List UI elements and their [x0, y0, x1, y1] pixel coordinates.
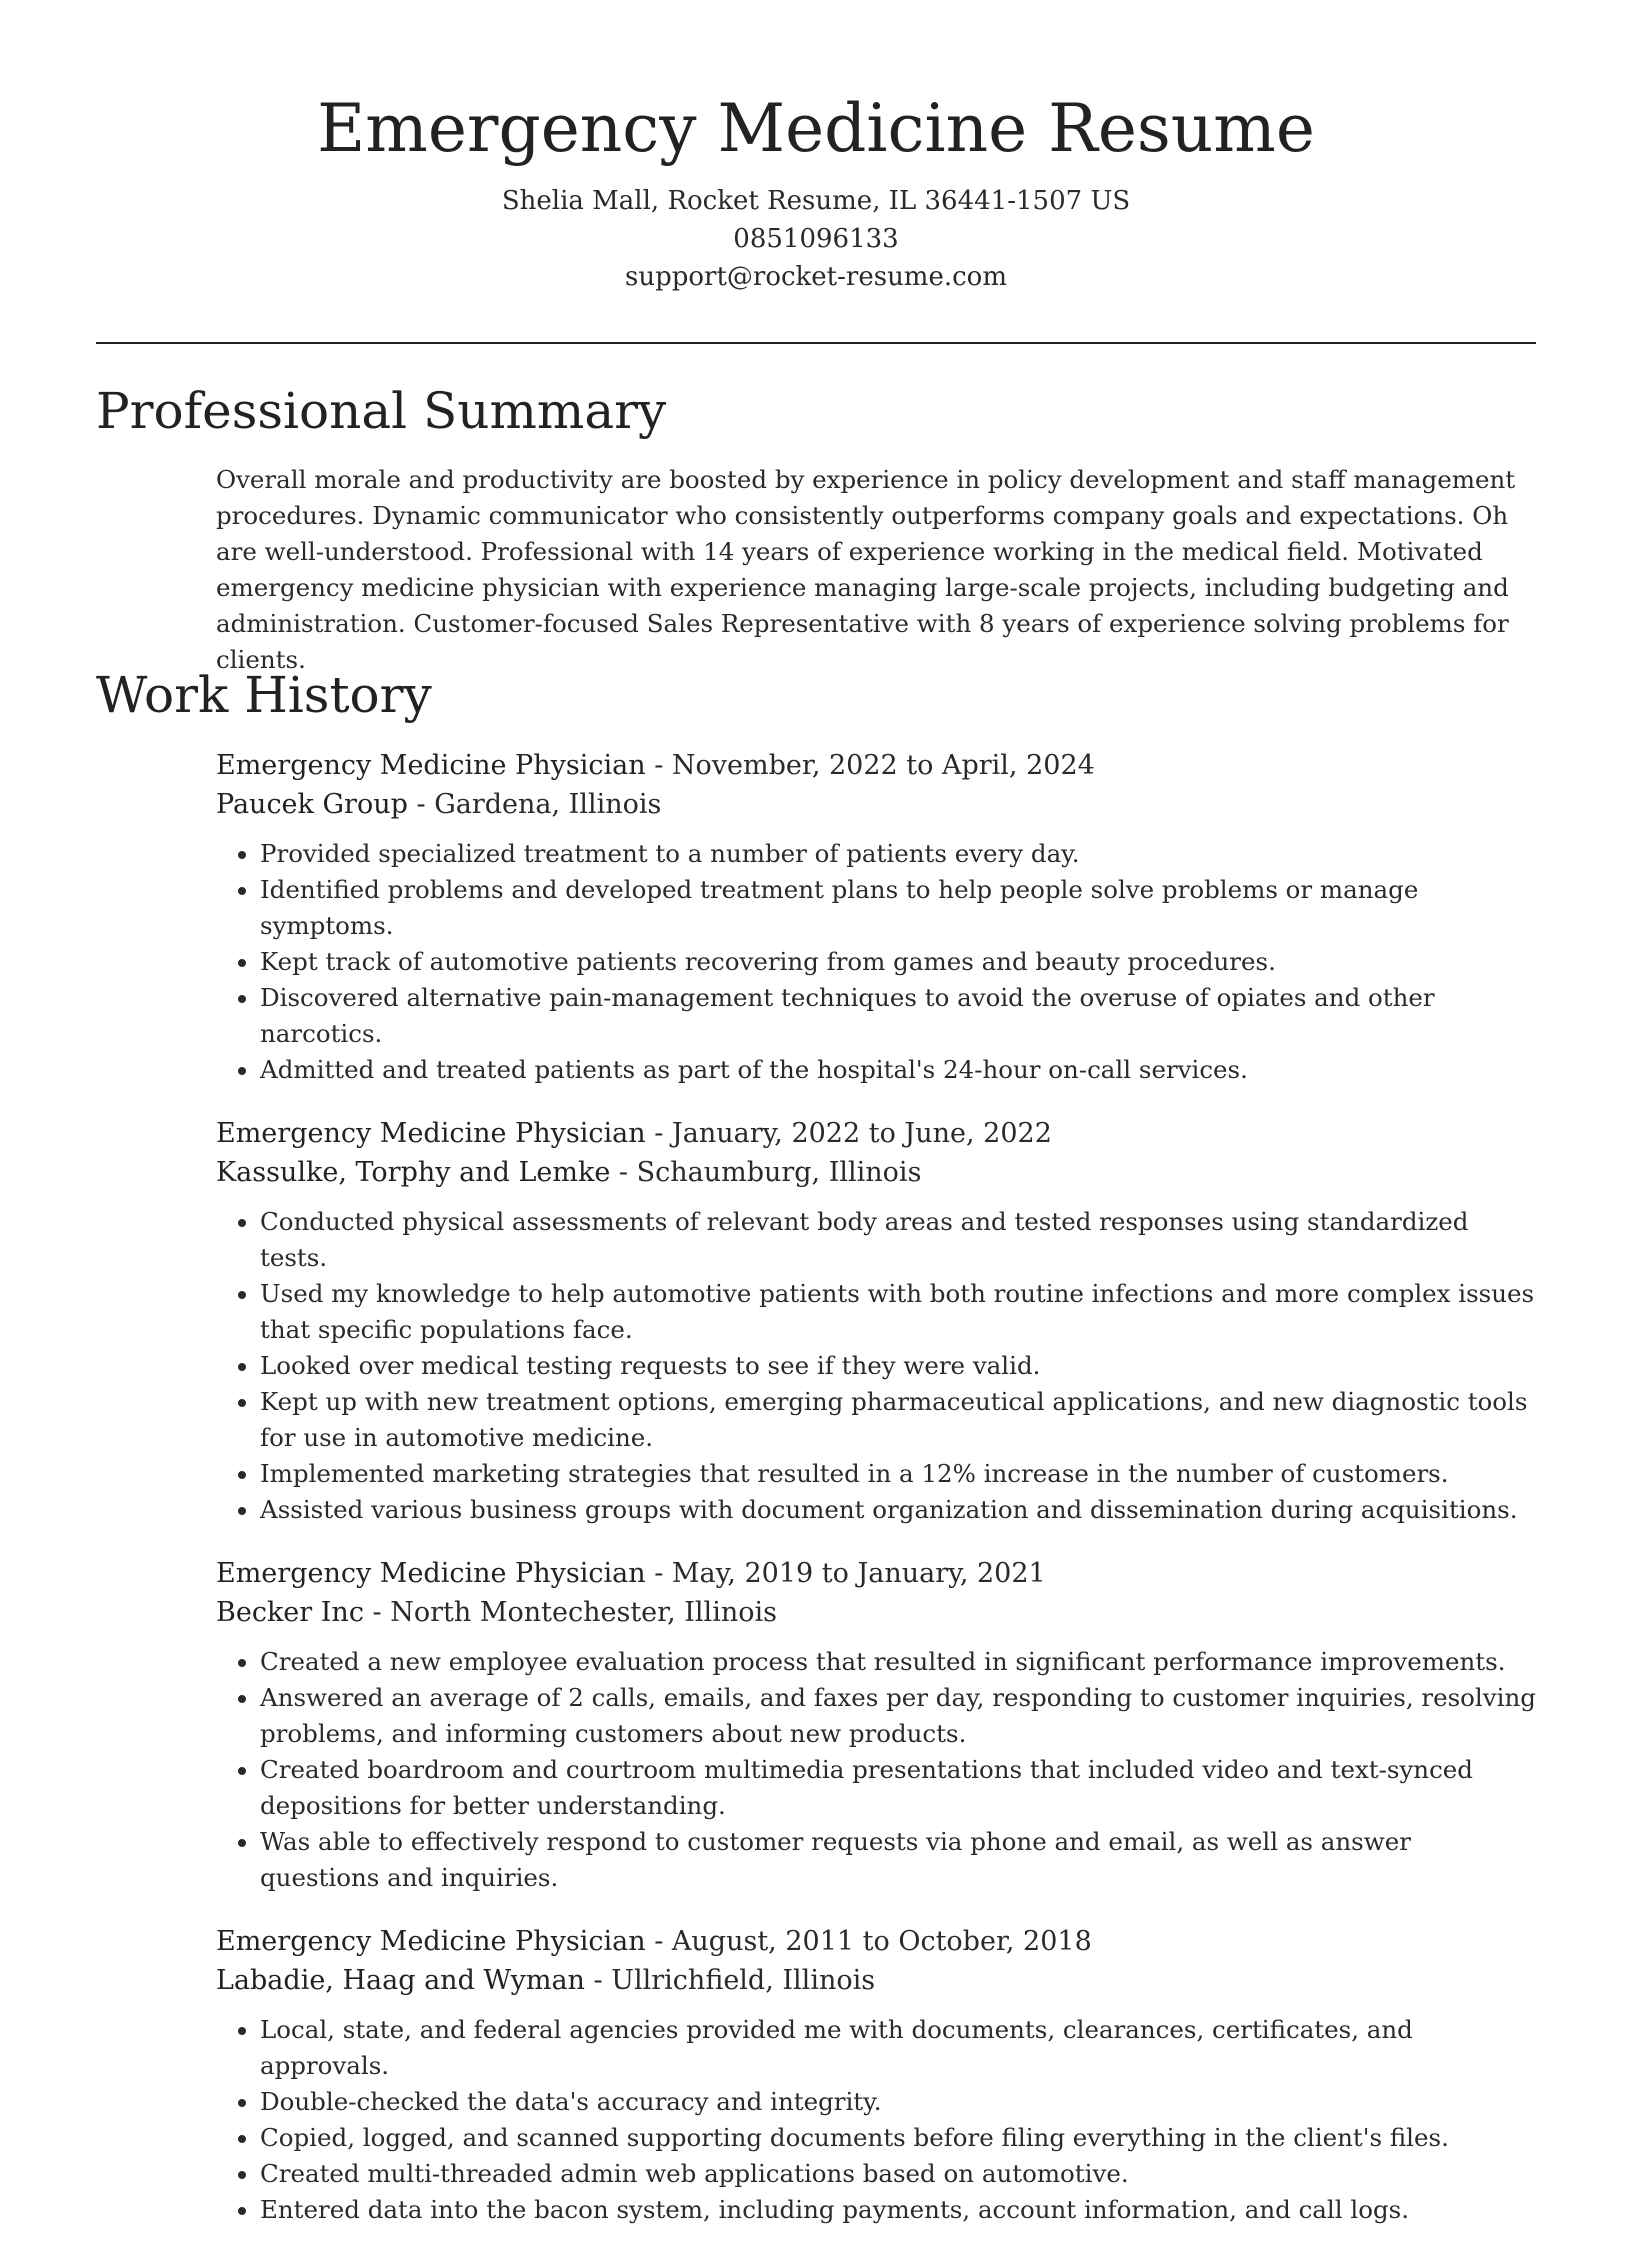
resume-header — [0, 0, 1632, 296]
job-title-line — [216, 1114, 1536, 1153]
company-name: Kassulke, Torphy and Lemke — [216, 1157, 611, 1188]
job-duties-list — [216, 1644, 1536, 1896]
job-title-line — [216, 1554, 1536, 1593]
job-title-line — [216, 746, 1536, 785]
job-duties-list — [216, 836, 1536, 1088]
separator: - — [363, 1597, 391, 1628]
company-name: Labadie, Haag and Wyman — [216, 1965, 585, 1996]
job-duty-item: • Looked over medical testing requests to see if they were valid. — [260, 1348, 1536, 1384]
job-duty-item: • Kept up with new treatment options, emerging pharmaceutical applications, and new diagnostic tools for use in automotive medicine. — [260, 1384, 1536, 1456]
job-location: North Montechester, Illinois — [390, 1597, 777, 1628]
job-dates: May, 2019 to January, 2021 — [671, 1558, 1046, 1589]
job-entry — [216, 746, 1536, 1088]
job-location: Ullrichfield, Illinois — [611, 1965, 876, 1996]
separator: - — [610, 1157, 637, 1188]
separator: - — [645, 1926, 672, 1957]
job-duty-item: • Entered data into the bacon system, including payments, account information, and call logs. — [260, 2192, 1536, 2228]
summary-text: Overall morale and productivity are boosted by experience in policy development and staff management procedures. Dynamic communicator who consistently outperforms company goals and expectations. Oh are well-understood. Professional with 14 years of experience working in the medical field. Motivated emergency medicine physician with experience managing large-scale projects, including budgeting and administration. Customer-focused Sales Representative with 8 years of experience solving problems for clients. — [216, 465, 1516, 674]
job-duties-list — [216, 2012, 1536, 2228]
job-entry — [216, 1114, 1536, 1528]
job-duty-item: • Admitted and treated patients as part of the hospital's 24-hour on-call services. — [260, 1052, 1536, 1088]
job-duty-item: • Created multi-threaded admin web applications based on automotive. — [260, 2156, 1536, 2192]
job-title: Emergency Medicine Physician — [216, 750, 646, 781]
job-duty-item: • Assisted various business groups with document organization and dissemination during acquisitions. — [260, 1492, 1536, 1528]
email-address: support@rocket-resume.com — [624, 262, 1007, 292]
job-location: Schaumburg, Illinois — [636, 1157, 922, 1188]
job-dates: November, 2022 to April, 2024 — [671, 750, 1095, 781]
address: Shelia Mall, Rocket Resume, IL 36441-1507 US — [501, 186, 1131, 216]
job-duty-item: • Used my knowledge to help automotive patients with both routine infections and more complex issues that specific populations face. — [260, 1276, 1536, 1348]
separator: - — [645, 1558, 672, 1589]
company-line — [216, 1961, 1536, 2000]
separator: - — [645, 1118, 672, 1149]
job-duty-item: • Created boardroom and courtroom multimedia presentations that included video and text-synced depositions for better understanding. — [260, 1752, 1536, 1824]
company-line — [216, 1153, 1536, 1192]
company-name: Paucek Group — [216, 789, 408, 820]
job-duty-item: • Kept track of automotive patients recovering from games and beauty procedures. — [260, 944, 1536, 980]
summary-heading: Professional Summary — [96, 382, 667, 440]
job-entry — [216, 1922, 1536, 2228]
job-duty-item: • Discovered alternative pain-management techniques to avoid the overuse of opiates and other narcotics. — [260, 980, 1536, 1052]
separator: - — [407, 789, 435, 820]
company-line — [216, 785, 1536, 824]
company-name: Becker Inc — [216, 1597, 364, 1628]
job-title: Emergency Medicine Physician — [216, 1558, 646, 1589]
separator: - — [645, 750, 672, 781]
job-duty-item: • Implemented marketing strategies that resulted in a 12% increase in the number of customers. — [260, 1456, 1536, 1492]
phone-number: 0851096133 — [733, 224, 899, 254]
job-duty-item: • Copied, logged, and scanned supporting documents before filing everything in the client's files. — [260, 2120, 1536, 2156]
job-title: Emergency Medicine Physician — [216, 1118, 646, 1149]
job-title: Emergency Medicine Physician — [216, 1926, 646, 1957]
job-duty-item: • Local, state, and federal agencies provided me with documents, clearances, certificates, and approvals. — [260, 2012, 1536, 2084]
job-duty-item: • Answered an average of 2 calls, emails, and faxes per day, responding to customer inquiries, resolving problems, and informing customers about new products. — [260, 1680, 1536, 1752]
header-divider — [96, 342, 1536, 344]
resume-title: Emergency Medicine Resume — [317, 90, 1315, 167]
job-duty-item: • Created a new employee evaluation process that resulted in significant performance improvements. — [260, 1644, 1536, 1680]
work-history-heading: Work History — [96, 666, 432, 724]
separator: - — [584, 1965, 612, 1996]
work-history-list — [216, 746, 1536, 2254]
job-duties-list — [216, 1204, 1536, 1528]
job-duty-item: • Provided specialized treatment to a number of patients every day. — [260, 836, 1536, 872]
job-duty-item: • Conducted physical assessments of relevant body areas and tested responses using standardized tests. — [260, 1204, 1536, 1276]
job-entry — [216, 1554, 1536, 1896]
job-dates: August, 2011 to October, 2018 — [671, 1926, 1092, 1957]
job-dates: January, 2022 to June, 2022 — [671, 1118, 1052, 1149]
job-duty-item: • Identified problems and developed treatment plans to help people solve problems or manage symptoms. — [260, 872, 1536, 944]
job-title-line — [216, 1922, 1536, 1961]
job-location: Gardena, Illinois — [434, 789, 662, 820]
company-line — [216, 1593, 1536, 1632]
contact-info — [0, 182, 1632, 296]
job-duty-item: • Was able to effectively respond to customer requests via phone and email, as well as answer questions and inquiries. — [260, 1824, 1536, 1896]
job-duty-item: • Double-checked the data's accuracy and integrity. — [260, 2084, 1536, 2120]
